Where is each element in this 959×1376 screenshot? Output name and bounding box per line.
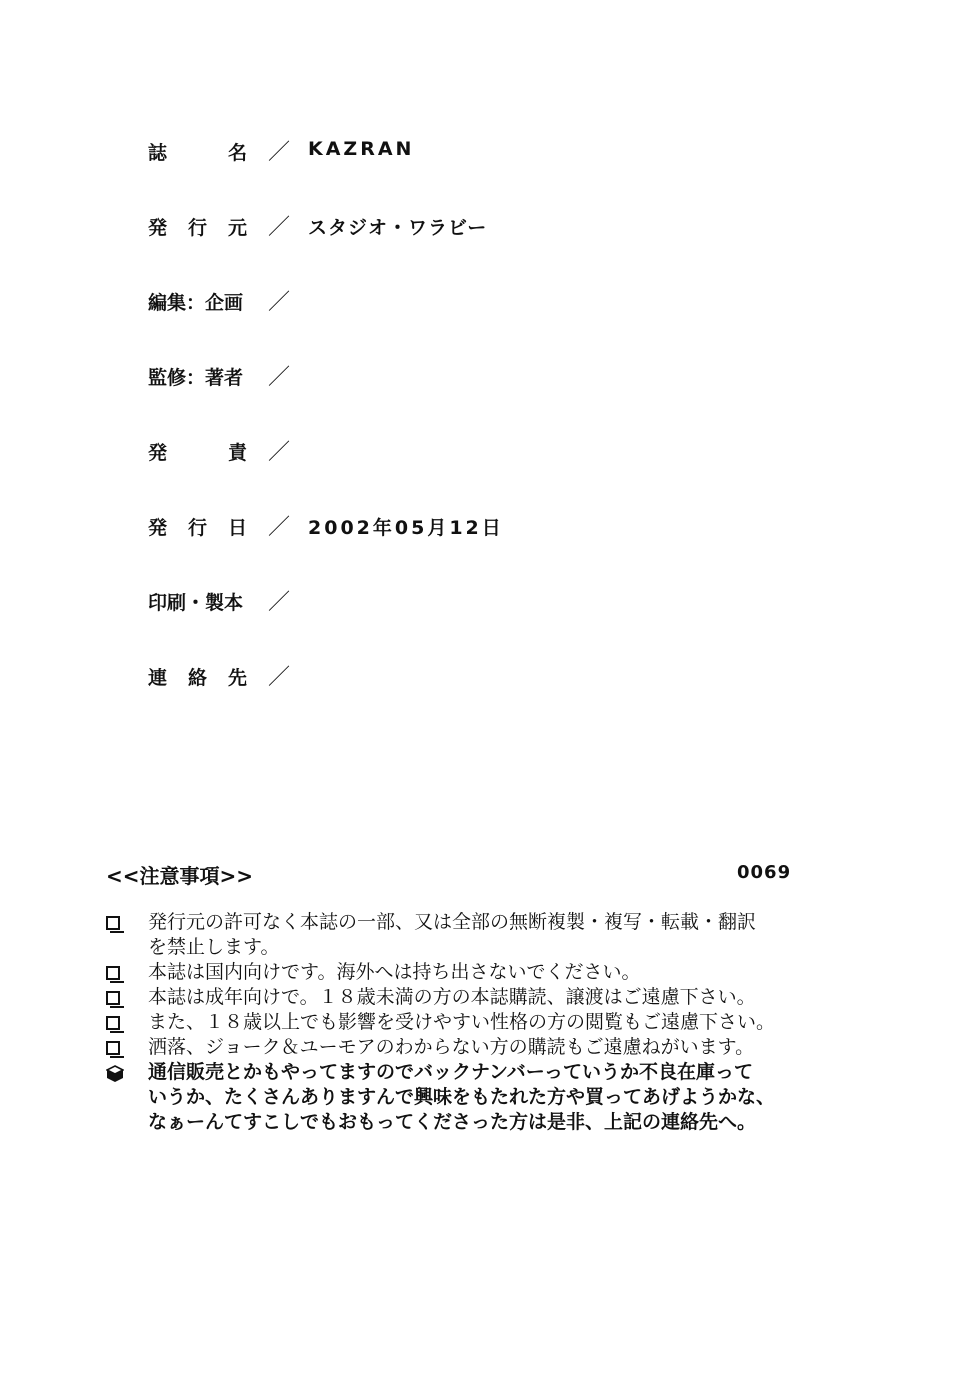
separator: ／ [268,665,291,690]
separator: ／ [268,290,291,315]
colophon-row-responsible: 発 責 ／ [148,438,848,472]
separator: ／ [268,140,291,165]
colophon-row-title: 誌 名 ／ KAZRAN [148,138,848,172]
colophon-row-printing [148,588,848,622]
colophon-value-date: 2002年05月12日 [308,517,504,539]
colophon-row-contact: 連 絡 先 ／ [148,663,848,697]
colophon-value-publisher: スタジオ・ワラビー [308,217,488,239]
checkbox-icon [106,966,120,980]
colophon-value-title: KAZRAN [308,138,415,160]
colophon-row-date: 発 行 日 ／ 2002年05月12日 [148,513,848,547]
colophon-label-printing: 印刷・製本 [148,592,244,614]
checkbox-icon [106,916,120,930]
checkbox-icon [106,1041,120,1055]
cube-icon [106,1065,124,1083]
separator: ／ [268,365,291,390]
colophon-label-supervision: 監修：著者 [148,367,244,389]
checkbox-icon [106,991,120,1005]
notes-title: <<注意事項>> [106,864,254,888]
colophon-row-publisher: 発 行 元 ／ スタジオ・ワラビー [148,213,848,247]
checkbox-icon [106,1016,120,1030]
separator: ／ [268,590,291,615]
separator: ／ [268,515,291,540]
colophon-row-supervision [148,363,848,397]
separator: ／ [268,215,291,240]
colophon-row-editing [148,288,848,322]
separator: ／ [268,440,291,465]
colophon-label-editing: 編集：企画 [148,292,244,314]
document-number: 0069 [737,862,792,883]
